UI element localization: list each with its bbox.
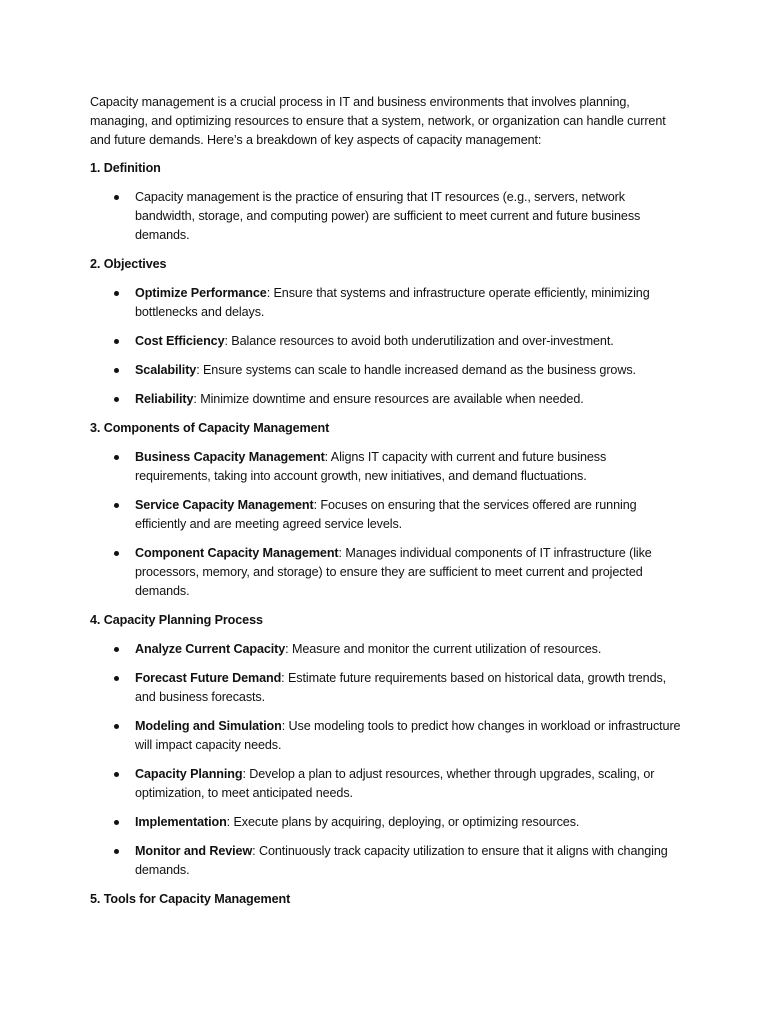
item-term: Reliability: [135, 392, 194, 406]
bullet-list: [90, 640, 682, 880]
item-term: Analyze Current Capacity: [135, 642, 286, 656]
bullet-dot-icon: [114, 772, 119, 777]
document-section: [90, 419, 682, 601]
item-description: Ensure systems can scale to handle increased demand as the business grows.: [199, 363, 636, 377]
bullet-list: [90, 284, 682, 409]
bullet-dot-icon: [114, 397, 119, 402]
item-term-separator: :: [193, 392, 197, 406]
item-description: Develop a plan to adjust resources, whether through upgrades, scaling, or optimization, to meet anticipated needs.: [135, 767, 655, 800]
item-term: Modeling and Simulation: [135, 719, 282, 733]
item-term-separator: :: [242, 767, 246, 781]
item-description: Balance resources to avoid both underutilization and over-investment.: [227, 334, 614, 348]
item-term-separator: :: [226, 815, 231, 829]
bullet-dot-icon: [114, 291, 119, 296]
item-description: Aligns IT capacity with current and future business requirements, taking into account growth, new initiatives, and demand fluctuations.: [135, 450, 607, 483]
bullet-list: [90, 448, 682, 601]
item-description: Measure and monitor the current utilization of resources.: [288, 642, 602, 656]
bullet-list: [90, 188, 682, 245]
list-item: [90, 813, 682, 832]
item-term-separator: :: [313, 498, 317, 512]
item-term: Cost Efficiency: [135, 334, 225, 348]
list-item: [90, 448, 682, 486]
item-term-separator: :: [285, 642, 289, 656]
bullet-dot-icon: [114, 820, 119, 825]
list-item: [90, 765, 682, 803]
item-term: Business Capacity Management: [135, 450, 325, 464]
bullet-dot-icon: [114, 503, 119, 508]
bullet-dot-icon: [114, 551, 119, 556]
item-term: Capacity Planning: [135, 767, 243, 781]
list-item: [90, 717, 682, 755]
intro-paragraph: Capacity management is a crucial process in IT and business environments that involves planning, managing, and optimizing resources to ensure that a system, network, or organization can handle current and future demands. Here’s a breakdown of key aspects of capacity management:: [90, 95, 666, 147]
item-description: Capacity management is the practice of ensuring that IT resources (e.g., servers, network bandwidth, storage, and computing power) are sufficient to meet current and future business demands.: [135, 190, 641, 242]
item-term-separator: :: [281, 671, 285, 685]
section-heading: 4. Capacity Planning Process: [90, 613, 263, 627]
item-term: Optimize Performance: [135, 286, 267, 300]
list-item: [90, 544, 682, 601]
item-description: Estimate future requirements based on historical data, growth trends, and business forecasts.: [135, 671, 667, 704]
list-item: [90, 496, 682, 534]
section-heading: 2. Objectives: [90, 257, 167, 271]
item-description: Continuously track capacity utilization to ensure that it aligns with changing demands.: [135, 844, 668, 877]
list-item: [90, 188, 682, 245]
bullet-dot-icon: [114, 647, 119, 652]
item-term: Forecast Future Demand: [135, 671, 282, 685]
item-term-separator: :: [196, 363, 200, 377]
list-item: [90, 361, 682, 380]
item-term-separator: :: [224, 334, 228, 348]
item-term-separator: :: [266, 286, 271, 300]
bullet-dot-icon: [114, 849, 119, 854]
item-description: Minimize downtime and ensure resources are available when needed.: [196, 392, 584, 406]
document-section: [90, 255, 682, 409]
document-section: [90, 159, 682, 245]
list-item: [90, 842, 682, 880]
item-description: Manages individual components of IT infrastructure (like processors, memory, and storage) to ensure they are sufficient to meet current and projected demands.: [135, 546, 652, 598]
bullet-dot-icon: [114, 676, 119, 681]
list-item: [90, 669, 682, 707]
list-item: [90, 332, 682, 351]
document-section: [90, 890, 682, 909]
document-section: [90, 611, 682, 880]
bullet-dot-icon: [114, 724, 119, 729]
item-term: Monitor and Review: [135, 844, 253, 858]
item-term-separator: :: [324, 450, 329, 464]
bullet-dot-icon: [114, 368, 119, 373]
item-term-separator: :: [338, 546, 342, 560]
item-description: Focuses on ensuring that the services offered are running efficiently and are meeting agreed service levels.: [135, 498, 637, 531]
item-description: Use modeling tools to predict how changes in workload or infrastructure will impact capacity needs.: [135, 719, 681, 752]
section-heading: 3. Components of Capacity Management: [90, 421, 330, 435]
section-heading: 5. Tools for Capacity Management: [90, 892, 291, 906]
item-term: Implementation: [135, 815, 227, 829]
list-item: [90, 640, 682, 659]
bullet-dot-icon: [114, 455, 119, 460]
item-description: Execute plans by acquiring, deploying, or optimizing resources.: [230, 815, 580, 829]
item-description: Ensure that systems and infrastructure operate efficiently, minimizing bottlenecks and delays.: [135, 286, 650, 319]
list-item: [90, 284, 682, 322]
item-term: Component Capacity Management: [135, 546, 339, 560]
item-term-separator: :: [252, 844, 256, 858]
bullet-dot-icon: [114, 339, 119, 344]
list-item: [90, 390, 682, 409]
document-page: [90, 93, 682, 919]
section-heading: 1. Definition: [90, 161, 161, 175]
item-term: Scalability: [135, 363, 197, 377]
bullet-dot-icon: [114, 195, 119, 200]
document-sections: [90, 159, 682, 909]
item-term: Service Capacity Management: [135, 498, 314, 512]
item-term-separator: :: [281, 719, 286, 733]
